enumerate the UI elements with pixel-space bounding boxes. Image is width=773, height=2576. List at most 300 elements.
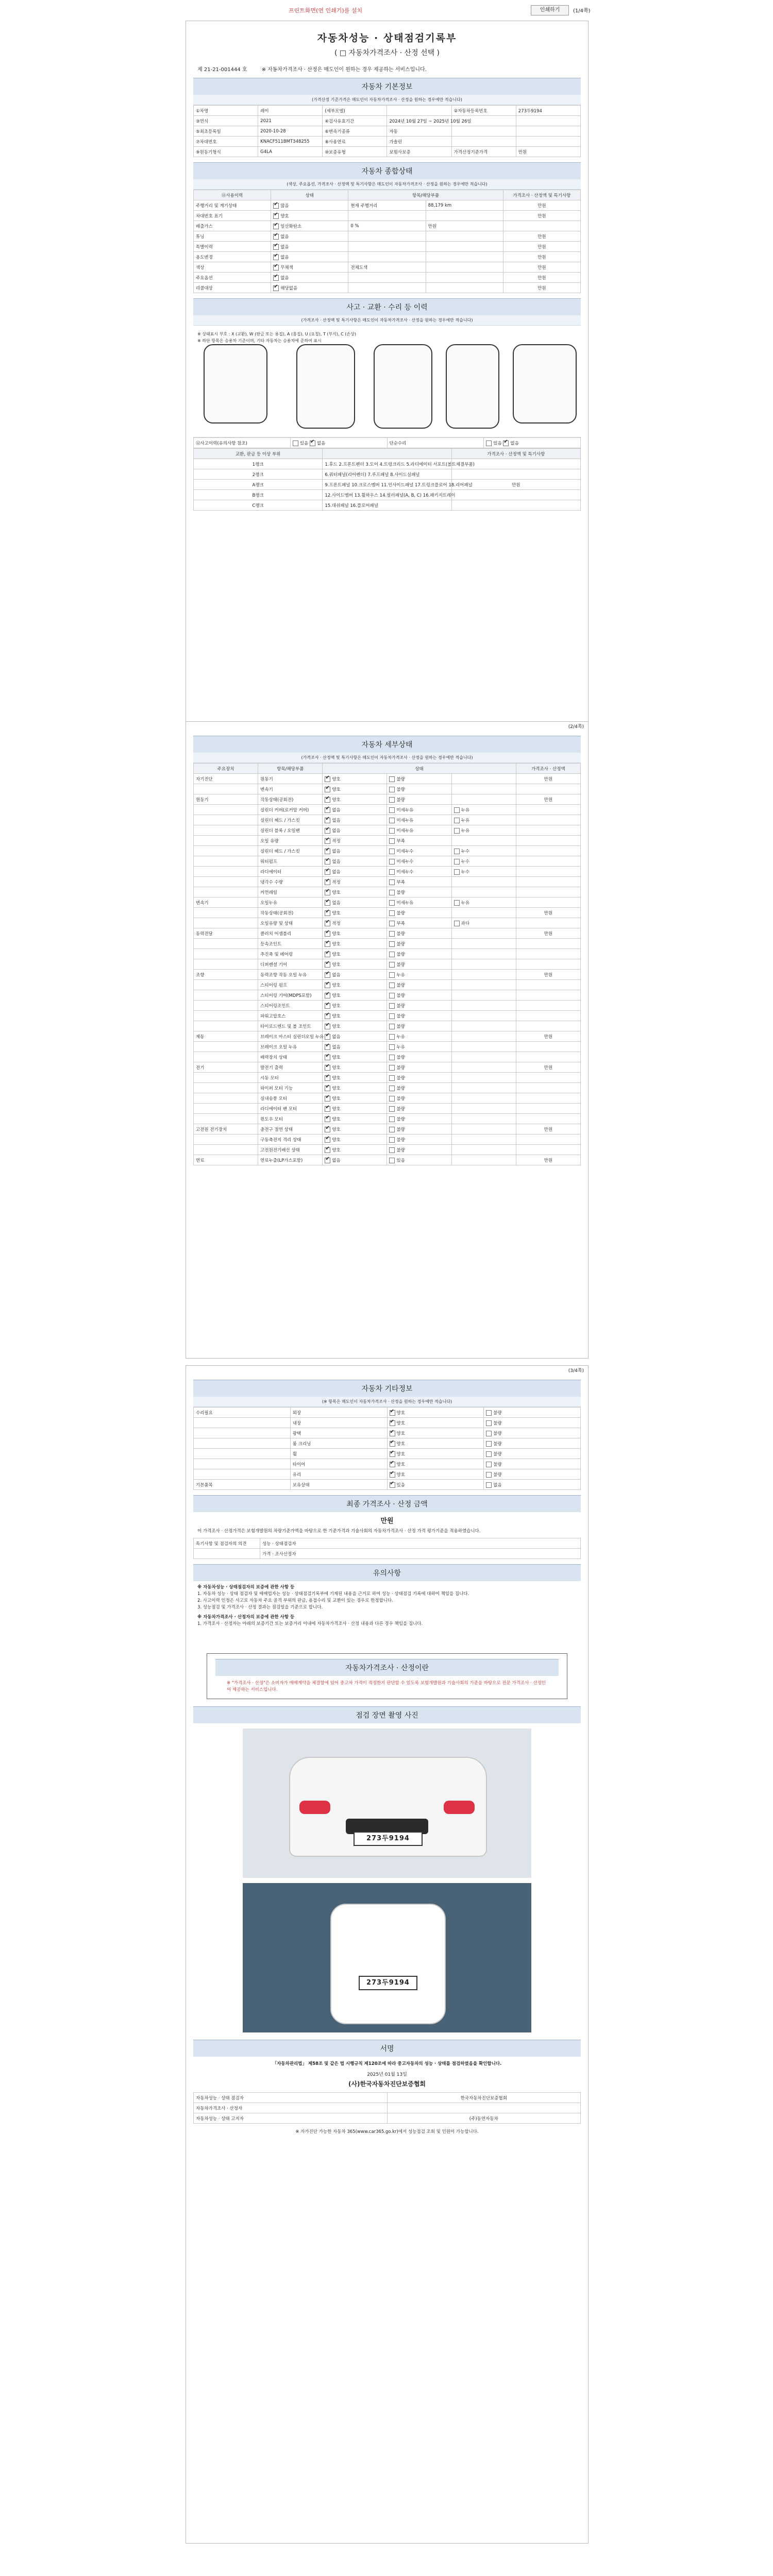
- device-label: [194, 990, 258, 1001]
- status-bad: [484, 1408, 581, 1418]
- car-top-view: [374, 344, 432, 429]
- doc-notice: ※ 자동차가격조사 · 산정은 매도인이 원하는 경우 제공하는 서비스입니다.: [261, 67, 427, 73]
- checkbox[interactable]: [325, 1116, 330, 1122]
- checkbox[interactable]: [273, 244, 279, 250]
- price-cell: 만원: [516, 794, 580, 805]
- part-label: 시동 모터: [258, 1073, 323, 1083]
- checkbox[interactable]: [325, 921, 330, 926]
- car-right-view: [513, 344, 577, 423]
- checkbox[interactable]: [325, 972, 330, 978]
- status-bad: [387, 1052, 451, 1062]
- checkbox-label: 무채색: [280, 265, 293, 270]
- section-detail-note: (가격조사 · 산정액 및 특기사항은 매도인이 자동차가격조사 · 산정을 원하는 경우에만 적습니다): [193, 753, 581, 763]
- checkbox-label: 누유: [461, 828, 470, 834]
- status-good: [323, 1155, 387, 1165]
- promo-text: ※ "가격조사 · 산정"은 소비자가 매매계약을 체결함에 있어 중고차 가격이 적정한지 판단할 수 있도록 보험개발원과 기술사회의 기준을 바탕으로 전문 가격조사 · 산정인이 제공하는 서비스입니다.: [227, 1681, 546, 1692]
- detail-label: 전체도색: [348, 262, 426, 273]
- checkbox-label: 불량: [396, 1116, 405, 1122]
- checkbox[interactable]: [273, 275, 279, 281]
- checkbox[interactable]: [325, 1044, 330, 1050]
- checkbox[interactable]: [486, 1420, 492, 1426]
- status-extra: [451, 1114, 516, 1124]
- status-extra: [451, 784, 516, 794]
- checkbox-label: 누유: [461, 900, 470, 906]
- table-row: [194, 1093, 581, 1104]
- checkbox[interactable]: [390, 1431, 395, 1436]
- doc-no-value: 21-21-001444: [204, 67, 241, 73]
- detail-status-table: [193, 763, 581, 1165]
- checkbox[interactable]: [325, 776, 330, 782]
- part-label: 고전원전기배선 상태: [258, 1145, 323, 1155]
- price-cell: 만원: [516, 774, 580, 784]
- checkbox[interactable]: [389, 787, 395, 792]
- checkbox-label: 없음: [280, 255, 289, 260]
- status-cell: [271, 273, 348, 283]
- sign-company: (사)한국자동차진단보증협회: [348, 2080, 426, 2088]
- checkbox[interactable]: [486, 1410, 492, 1416]
- checkbox[interactable]: [325, 838, 330, 844]
- checkbox[interactable]: [390, 1441, 395, 1447]
- checkbox[interactable]: [454, 818, 460, 823]
- checkbox[interactable]: [389, 859, 395, 865]
- checkbox[interactable]: [273, 203, 279, 209]
- table-row: [194, 805, 581, 815]
- page-3-number: (3/4쪽): [568, 1368, 584, 1374]
- group-label: 기본품목: [194, 1480, 291, 1490]
- checkbox-label: 불량: [493, 1420, 502, 1426]
- checkbox-label: 없음: [332, 1158, 341, 1163]
- device-label: [194, 1042, 258, 1052]
- checkbox[interactable]: [389, 828, 395, 834]
- table-row: [194, 137, 581, 147]
- checkbox[interactable]: [486, 1482, 492, 1488]
- checkbox[interactable]: [325, 1127, 330, 1132]
- checkbox[interactable]: [325, 1065, 330, 1071]
- device-label: [194, 959, 258, 970]
- checkbox[interactable]: [454, 900, 460, 906]
- status-extra: [451, 990, 516, 1001]
- checkbox[interactable]: [325, 1003, 330, 1009]
- checkbox[interactable]: [454, 869, 460, 875]
- price-cell: [516, 825, 580, 836]
- checkbox[interactable]: [325, 1158, 330, 1163]
- checkbox[interactable]: [486, 1462, 492, 1467]
- checkbox[interactable]: [389, 776, 395, 782]
- checkbox-label: 누수: [461, 869, 470, 875]
- basic-cell: ①차명: [194, 106, 258, 116]
- checkbox[interactable]: [389, 962, 395, 968]
- status-good: [387, 1459, 484, 1469]
- table-row: [194, 1031, 581, 1042]
- table-row: [194, 784, 581, 794]
- checkbox[interactable]: [325, 869, 330, 875]
- basic-cell: ⑤최초등록일: [194, 126, 258, 137]
- checkbox[interactable]: [389, 1065, 395, 1071]
- status-cell: [271, 262, 348, 273]
- status-good: [323, 918, 387, 928]
- checkbox[interactable]: [325, 982, 330, 988]
- checkbox[interactable]: [389, 1086, 395, 1091]
- device-label: [194, 908, 258, 918]
- photos-title: 점검 장면 촬영 사진: [193, 1706, 581, 1723]
- checkbox[interactable]: [389, 900, 395, 906]
- part-label: 오일누유: [258, 897, 323, 908]
- price-cell: [516, 784, 580, 794]
- status-bad: [387, 815, 451, 825]
- table-row: [194, 1114, 581, 1124]
- checkbox[interactable]: [389, 890, 395, 895]
- checkbox-label: 없음: [332, 807, 341, 813]
- checkbox[interactable]: [325, 993, 330, 998]
- status-good: [323, 877, 387, 887]
- checkbox-label: 미세누유: [396, 818, 414, 823]
- detail-value: [426, 273, 503, 283]
- checkbox[interactable]: [389, 941, 395, 947]
- status-good: [323, 1001, 387, 1011]
- device-label: 자기진단: [194, 774, 258, 784]
- checkbox[interactable]: [325, 1106, 330, 1112]
- checkbox[interactable]: [325, 1147, 330, 1153]
- checkbox[interactable]: [325, 962, 330, 968]
- price-cell: 만원: [516, 970, 580, 980]
- device-label: [194, 815, 258, 825]
- status-cell: [271, 242, 348, 252]
- checkbox[interactable]: [390, 1482, 395, 1488]
- checkbox[interactable]: [389, 1137, 395, 1143]
- doc-no-suffix: 호: [242, 67, 247, 73]
- section-accident-note: (가격조사 · 산정액 및 특기사항은 매도인이 자동차가격조사 · 산정을 원하는 경우에만 적습니다): [193, 315, 581, 326]
- checkbox-no[interactable]: [310, 440, 315, 446]
- checkbox[interactable]: [454, 859, 460, 865]
- checkbox[interactable]: [454, 807, 460, 813]
- status-extra: [451, 970, 516, 980]
- price-cell: 만원: [516, 1031, 580, 1042]
- checkbox[interactable]: [389, 1116, 395, 1122]
- checkbox[interactable]: [325, 941, 330, 947]
- legend-line-2: ※ 하단 항목은 승용차 기준이며, 기타 자동차는 승용차에 준하여 표시: [197, 338, 322, 343]
- checkbox[interactable]: [325, 828, 330, 834]
- status-extra: [451, 1021, 516, 1031]
- caution-p3: 3. 성능점검 및 가격조사 · 산정 결과는 점검일을 기준으로 합니다.: [197, 1605, 323, 1610]
- status-bad: [387, 897, 451, 908]
- checkbox-label: 미세누수: [396, 849, 414, 854]
- status-extra: [451, 774, 516, 784]
- table-row: [194, 825, 581, 836]
- checkbox[interactable]: [325, 1013, 330, 1019]
- checkbox[interactable]: [389, 1024, 395, 1029]
- checkbox[interactable]: [325, 807, 330, 813]
- checkbox[interactable]: [389, 1003, 395, 1009]
- status-extra: [451, 928, 516, 939]
- status-bad: [387, 846, 451, 856]
- price-cell: [516, 856, 580, 867]
- checkbox[interactable]: [486, 1441, 492, 1447]
- checkbox[interactable]: [390, 1451, 395, 1457]
- document-title: 자동차성능 · 상태점검기록부: [317, 32, 457, 44]
- checkbox[interactable]: [325, 931, 330, 937]
- checkbox-label: 양호: [332, 1024, 341, 1029]
- checkbox[interactable]: [390, 1420, 395, 1426]
- checkbox[interactable]: [325, 1034, 330, 1040]
- car-damage-diagram: [193, 329, 581, 437]
- checkbox[interactable]: [325, 910, 330, 916]
- checkbox[interactable]: [273, 265, 279, 270]
- checkbox[interactable]: [273, 255, 279, 260]
- checkbox[interactable]: [325, 1086, 330, 1091]
- price-cell: [516, 990, 580, 1001]
- table-row: [194, 221, 581, 231]
- checkbox-label: 불량: [396, 962, 405, 968]
- column-header: 교환, 판금 등 이상 부위: [194, 449, 323, 459]
- table-row: [194, 1052, 581, 1062]
- rank-value: [451, 500, 580, 511]
- checkbox[interactable]: [325, 1075, 330, 1081]
- checkbox[interactable]: [390, 1410, 395, 1416]
- checkbox-label: 양호: [332, 931, 341, 937]
- checkbox[interactable]: [389, 1158, 395, 1163]
- rank-label: 1랭크: [194, 459, 323, 469]
- device-label: 변속기: [194, 897, 258, 908]
- table-row: [194, 928, 581, 939]
- checkbox[interactable]: [273, 213, 279, 219]
- checkbox[interactable]: [389, 838, 395, 844]
- status-bad: [387, 1134, 451, 1145]
- price-cell: 만원: [516, 928, 580, 939]
- status-bad: [387, 774, 451, 784]
- checkbox[interactable]: [454, 921, 460, 926]
- detail-label: 0 %: [348, 221, 426, 231]
- price-cell: [516, 867, 580, 877]
- inspection-photo-front: [243, 1728, 531, 1878]
- document-subtitle: ( □ 자동차가격조사 · 산정 선택 ): [334, 49, 440, 57]
- checkbox[interactable]: [389, 869, 395, 875]
- device-label: 전기: [194, 1062, 258, 1073]
- status-good: [387, 1408, 484, 1418]
- checkbox-label: 불량: [396, 931, 405, 937]
- checkbox-yes[interactable]: [293, 440, 298, 446]
- checkbox[interactable]: [389, 1055, 395, 1060]
- basic-cell: [451, 126, 516, 137]
- checkbox-label: 불량: [396, 1055, 405, 1060]
- checkbox-yes[interactable]: [486, 440, 492, 446]
- checkbox-label: 불량: [396, 1075, 405, 1081]
- checkbox-label: 양호: [332, 1147, 341, 1153]
- checkbox[interactable]: [486, 1472, 492, 1478]
- price-cell: 만원: [503, 242, 580, 252]
- checkbox-label: 불량: [493, 1472, 502, 1478]
- checkbox[interactable]: [325, 1137, 330, 1143]
- checkbox[interactable]: [389, 1147, 395, 1153]
- checkbox[interactable]: [389, 931, 395, 937]
- checkbox[interactable]: [390, 1462, 395, 1467]
- checkbox[interactable]: [389, 1044, 395, 1050]
- checkbox[interactable]: [389, 797, 395, 803]
- section-final-title: 최종 가격조사 · 산정 금액: [193, 1495, 581, 1512]
- status-extra: [451, 1083, 516, 1093]
- part-label: 구동축전지 격리 상태: [258, 1134, 323, 1145]
- status-extra: [451, 794, 516, 805]
- part-label: 실내송풍 모터: [258, 1093, 323, 1104]
- checkbox[interactable]: [325, 952, 330, 957]
- table-row: [194, 231, 581, 242]
- checkbox[interactable]: [325, 797, 330, 803]
- checkbox[interactable]: [486, 1431, 492, 1436]
- checkbox[interactable]: [389, 849, 395, 854]
- checkbox[interactable]: [273, 285, 279, 291]
- checkbox-label: 양호: [332, 1075, 341, 1081]
- checkbox[interactable]: [389, 1106, 395, 1112]
- table-row: [194, 1134, 581, 1145]
- checkbox[interactable]: [389, 982, 395, 988]
- page-2-number: (2/4쪽): [568, 724, 584, 730]
- checkbox-label: 양호: [332, 1137, 341, 1143]
- price-cell: [516, 918, 580, 928]
- status-good: [323, 908, 387, 918]
- checkbox[interactable]: [454, 849, 460, 854]
- checkbox[interactable]: [325, 900, 330, 906]
- checkbox-label: 불량: [493, 1451, 502, 1457]
- checkbox[interactable]: [325, 849, 330, 854]
- part-label: 스티어링 기어(MDPS포함): [258, 990, 323, 1001]
- price-cell: [516, 815, 580, 825]
- rank-label: B랭크: [194, 490, 323, 500]
- status-good: [323, 990, 387, 1001]
- basic-cell: [516, 116, 580, 126]
- checkbox[interactable]: [389, 1096, 395, 1101]
- price-cell: [516, 949, 580, 959]
- table-row: [194, 126, 581, 137]
- price-cell: [516, 887, 580, 897]
- inspection-photo-rear: [243, 1883, 531, 2032]
- checkbox-label: 불량: [493, 1431, 502, 1436]
- price-cell: [516, 1083, 580, 1093]
- checkbox-label: 양호: [332, 1055, 341, 1060]
- detail-value: [426, 211, 503, 221]
- checkbox-label: 적정: [332, 921, 341, 926]
- column-header: ⑪사용이력: [194, 190, 271, 200]
- checkbox[interactable]: [325, 1096, 330, 1101]
- promo-title: 자동차가격조사 · 산정이란: [215, 1659, 559, 1676]
- checkbox[interactable]: [389, 952, 395, 957]
- group-label: [194, 1428, 291, 1438]
- price-cell: [516, 1001, 580, 1011]
- part-label: 작동상태(공회전): [258, 794, 323, 805]
- detail-label: [348, 231, 426, 242]
- checkbox[interactable]: [389, 1034, 395, 1040]
- status-good: [387, 1438, 484, 1449]
- status-extra: [451, 836, 516, 846]
- checkbox-label: 양호: [396, 1462, 405, 1467]
- status-bad: [387, 1073, 451, 1083]
- checkbox-label: 없음: [332, 1034, 341, 1040]
- section-detail-title: 자동차 세부상태: [193, 736, 581, 753]
- checkbox[interactable]: [389, 1013, 395, 1019]
- status-bad: [387, 918, 451, 928]
- table-row: [194, 2103, 581, 2113]
- checkbox[interactable]: [389, 1075, 395, 1081]
- rank-label: A랭크: [194, 480, 323, 490]
- checkbox[interactable]: [325, 787, 330, 792]
- rank-value: [451, 490, 580, 500]
- basic-cell: 273두9194: [516, 106, 580, 116]
- checkbox[interactable]: [389, 993, 395, 998]
- checkbox[interactable]: [325, 890, 330, 895]
- license-plate: 273두9194: [354, 1832, 423, 1846]
- part-label: 파워고압호스: [258, 1011, 323, 1021]
- rank-value: 만원: [451, 480, 580, 490]
- status-bad: [484, 1480, 581, 1490]
- table-row: [194, 1001, 581, 1011]
- table-row: [194, 262, 581, 273]
- table-header-row: [194, 449, 581, 459]
- checkbox[interactable]: [390, 1472, 395, 1478]
- table-row: [194, 200, 581, 211]
- status-good: [387, 1418, 484, 1428]
- status-extra: [451, 1011, 516, 1021]
- checkbox[interactable]: [273, 234, 279, 240]
- part-label: 동력조향 작동 오일 누유: [258, 970, 323, 980]
- checkbox[interactable]: [389, 807, 395, 813]
- price-cell: 만원: [503, 211, 580, 221]
- section-overall-title: 자동차 종합상태: [193, 162, 581, 179]
- checkbox[interactable]: [325, 1024, 330, 1029]
- part-label: 스티어링조인트: [258, 1001, 323, 1011]
- checkbox[interactable]: [273, 224, 279, 229]
- status-bad: [387, 1145, 451, 1155]
- price-cell: 만원: [503, 200, 580, 211]
- print-button[interactable]: 인쇄하기: [531, 5, 569, 15]
- price-cell: 만원: [503, 262, 580, 273]
- caution-heading-1: ※ 자동차성능 · 상태점검자의 보증에 관한 사항 등: [197, 1585, 295, 1590]
- part-label: 윈도우 모터: [258, 1114, 323, 1124]
- checkbox[interactable]: [486, 1451, 492, 1457]
- item-label: 주행거리 및 계기상태: [194, 200, 271, 211]
- device-label: [194, 1104, 258, 1114]
- checkbox-no[interactable]: [503, 440, 509, 446]
- status-extra: [451, 1124, 516, 1134]
- checkbox[interactable]: [389, 972, 395, 978]
- checkbox[interactable]: [389, 818, 395, 823]
- table-row: [194, 459, 581, 469]
- checkbox-label: 불량: [396, 941, 405, 947]
- checkbox[interactable]: [325, 859, 330, 865]
- checkbox[interactable]: [389, 921, 395, 926]
- checkbox[interactable]: [389, 879, 395, 885]
- checkbox[interactable]: [454, 828, 460, 834]
- checkbox[interactable]: [325, 818, 330, 823]
- checkbox[interactable]: [325, 1055, 330, 1060]
- table-row: [194, 856, 581, 867]
- checkbox[interactable]: [325, 879, 330, 885]
- checkbox-label: 양호: [332, 962, 341, 968]
- checkbox-label: 없음: [332, 828, 341, 834]
- basic-cell: [516, 126, 580, 137]
- status-good: [323, 939, 387, 949]
- status-good: [323, 784, 387, 794]
- page-indicator: (1/4쪽): [573, 8, 591, 14]
- status-good: [387, 1449, 484, 1459]
- checkbox-label: 불량: [396, 890, 405, 895]
- price-cell: [516, 959, 580, 970]
- part-label: 변속기: [258, 784, 323, 794]
- checkbox[interactable]: [389, 910, 395, 916]
- status-good: [323, 949, 387, 959]
- status-good: [323, 815, 387, 825]
- status-good: [323, 1011, 387, 1021]
- checkbox[interactable]: [389, 1127, 395, 1132]
- checkbox-label: 불량: [396, 1003, 405, 1009]
- status-bad: [387, 805, 451, 815]
